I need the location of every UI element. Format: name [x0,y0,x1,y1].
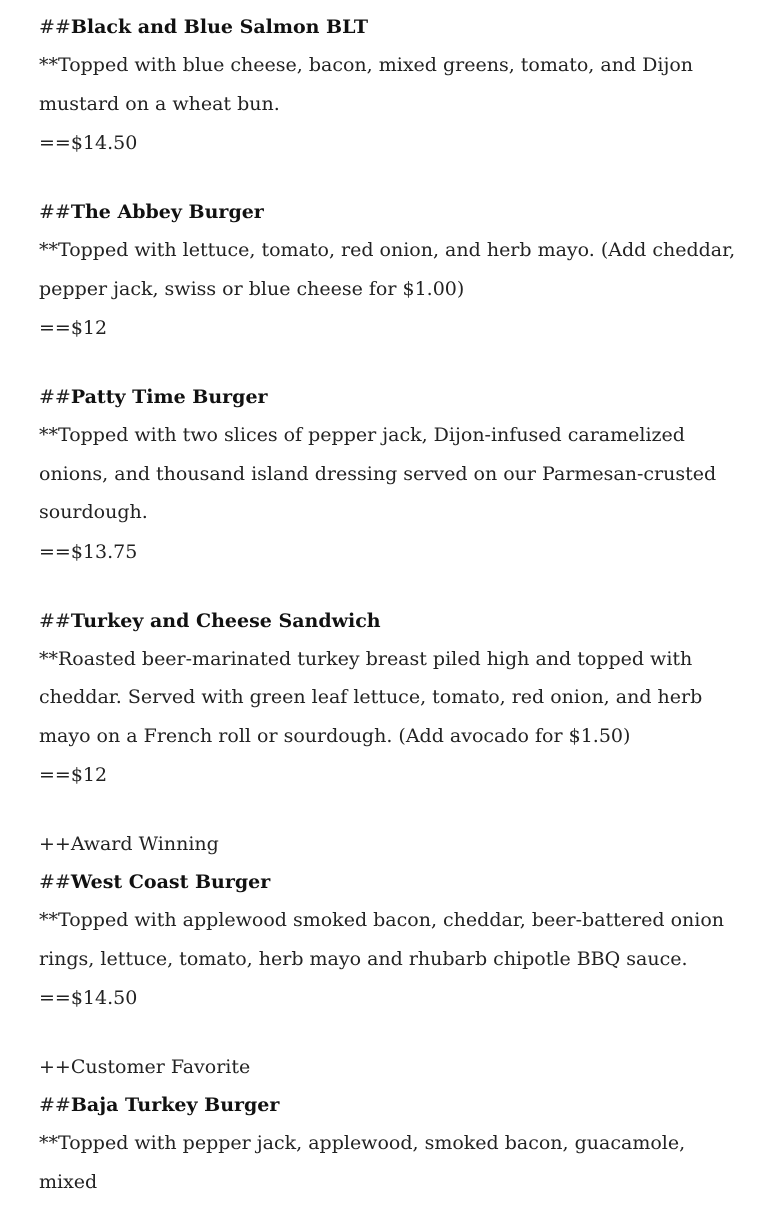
item-badge: ++Customer Favorite [39,1056,251,1078]
item-description: **Topped with applewood smoked bacon, cheddar, beer-battered onion rings, lettuce, tomato, herb mayo and rhubarb chipotle BBQ sauce. [39,909,724,970]
item-price: ==$12 [39,317,108,339]
item-price: ==$14.50 [39,132,138,154]
item-price: ==$13.75 [39,540,138,563]
item-name: Black and Blue Salmon BLT [70,16,369,38]
item-name: West Coast Burger [70,871,271,893]
heading-marker: ## [39,16,71,38]
heading-marker: ## [39,201,71,223]
item-price: ==$12 [39,764,108,786]
item-badge: ++Award Winning [39,833,219,855]
item-title [39,8,739,46]
item-name: Turkey and Cheese Sandwich [70,609,381,632]
item-name: Baja Turkey Burger [70,1094,280,1116]
item-title [39,602,739,640]
item-description: **Topped with pepper jack, applewood, smoked bacon, guacamole, mixed [39,1132,686,1193]
menu-item [39,378,739,572]
menu-list [39,0,739,1231]
heading-marker: ## [39,609,71,632]
menu-item [39,602,739,796]
item-title [39,863,739,901]
item-price: ==$14.50 [39,987,138,1009]
item-title [39,1086,739,1124]
heading-marker: ## [39,386,71,408]
item-description: **Topped with blue cheese, bacon, mixed greens, tomato, and Dijon mustard on a wheat bun. [39,54,694,115]
menu-item [39,193,739,348]
heading-marker: ## [39,871,71,893]
item-name: The Abbey Burger [70,201,264,223]
item-description: **Roasted beer-marinated turkey breast piled high and topped with cheddar. Served with green leaf lettuce, tomato, red onion, and herb mayo on a French roll or sourdough. (Add avocado for $1.50) [39,647,703,747]
item-description: **Topped with lettuce, tomato, red onion, and herb mayo. (Add cheddar, pepper jack, swiss or blue cheese for $1.00) [39,239,736,300]
item-name: Patty Time Burger [70,386,268,408]
menu-item [39,1048,739,1201]
item-title [39,378,739,416]
menu-item [39,8,739,163]
heading-marker: ## [39,1094,71,1116]
item-description: **Topped with two slices of pepper jack, Dijon-infused caramelized onions, and thousand island dressing served on our Parmesan-crusted sourdough. [39,424,717,523]
menu-item [39,825,739,1018]
item-title [39,193,739,231]
